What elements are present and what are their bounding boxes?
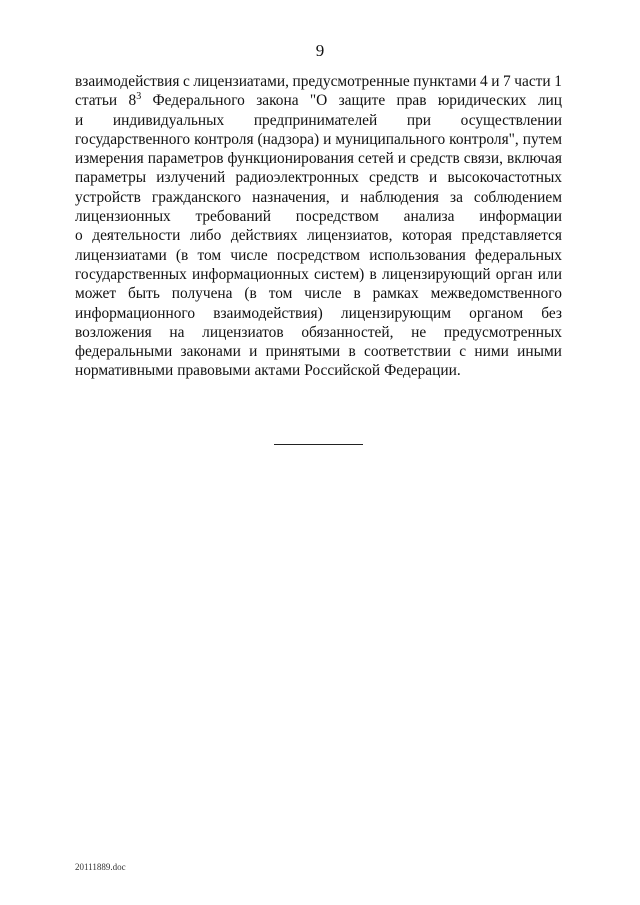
word: анализа xyxy=(403,208,455,226)
word: сетей xyxy=(358,150,394,168)
word: включая xyxy=(506,150,562,168)
word: и xyxy=(340,188,349,206)
word: не xyxy=(411,323,427,341)
word: устройств xyxy=(75,188,141,206)
word: в xyxy=(353,285,361,303)
word: предусмотренные xyxy=(292,73,410,90)
word: взаимодействия xyxy=(75,73,180,90)
word: средств xyxy=(369,169,419,187)
word: параметры xyxy=(75,169,147,187)
end-of-text-rule xyxy=(274,444,363,445)
word: действиях xyxy=(230,227,298,245)
word: муниципального xyxy=(335,130,446,148)
word: соблюдением xyxy=(473,188,562,206)
word: числе xyxy=(304,285,342,303)
word: при xyxy=(406,111,432,129)
word: функционирования xyxy=(227,150,355,168)
word: информационного xyxy=(75,304,196,322)
word: получена xyxy=(171,285,233,303)
article-superscript: 3 xyxy=(136,91,142,103)
text-line xyxy=(75,111,562,130)
word: информации xyxy=(479,208,562,226)
word: излучений xyxy=(156,169,226,187)
word: предпринимателей xyxy=(253,111,378,129)
text-line xyxy=(75,323,562,342)
word: без xyxy=(541,304,562,322)
word: или xyxy=(537,265,562,283)
word: контроля", xyxy=(449,130,519,148)
word: систем) xyxy=(313,265,365,283)
word: на xyxy=(169,323,185,341)
word: орган xyxy=(495,265,533,283)
file-reference: 20111889.doc xyxy=(75,862,126,872)
word: о xyxy=(75,227,83,245)
word: лицензиатами, xyxy=(193,73,289,90)
word: 1 xyxy=(554,73,562,90)
word: за xyxy=(450,188,463,206)
word: 7 xyxy=(503,73,511,90)
text-line xyxy=(75,361,562,380)
word: нормативными xyxy=(75,362,174,380)
word: федеральными xyxy=(75,343,173,361)
word: параметров xyxy=(147,150,224,168)
word: наблюдения xyxy=(359,188,440,206)
word: радиоэлектронных xyxy=(235,169,359,187)
word: измерения xyxy=(75,150,144,168)
word: и xyxy=(75,111,84,129)
word: и xyxy=(491,73,500,90)
text-line xyxy=(75,72,562,91)
word: прав xyxy=(396,92,427,110)
word: в xyxy=(348,343,356,361)
word: с xyxy=(183,73,190,90)
word: органом xyxy=(469,304,524,322)
word: лиц xyxy=(537,92,562,110)
word: которая xyxy=(401,227,452,245)
text-line xyxy=(75,168,562,187)
text-line xyxy=(75,149,562,168)
word: рамках xyxy=(372,285,419,303)
word: и xyxy=(323,130,332,148)
word: юридических xyxy=(437,92,527,110)
word: Федерального xyxy=(152,92,245,110)
word: с xyxy=(459,343,467,361)
word: федеральных xyxy=(475,246,562,264)
word: принятыми xyxy=(265,343,341,361)
word: назначения, xyxy=(252,188,330,206)
word: и xyxy=(429,169,438,187)
word: актами xyxy=(254,362,301,380)
word: "О xyxy=(309,92,328,110)
word: лицензионных xyxy=(75,208,171,226)
word: государственного xyxy=(75,130,191,148)
text-line xyxy=(75,130,562,149)
text-line xyxy=(75,304,562,323)
text-line xyxy=(75,246,562,265)
word: и xyxy=(249,343,258,361)
word: $8^3$ xyxy=(128,91,142,110)
word: требований xyxy=(195,208,272,226)
word: возложения xyxy=(75,323,152,341)
word: посредством xyxy=(295,208,379,226)
text-line xyxy=(75,188,562,207)
word: иными xyxy=(517,343,562,361)
word: (надзора) xyxy=(257,130,320,148)
word: том xyxy=(197,246,222,264)
text-line xyxy=(75,91,562,110)
word: предусмотренных xyxy=(443,323,562,341)
word: посредством xyxy=(276,246,361,264)
text-line xyxy=(75,226,562,245)
word: высокочастотных xyxy=(447,169,562,187)
word: ними xyxy=(474,343,509,361)
word: гражданского xyxy=(151,188,242,206)
word: Федерации. xyxy=(384,362,461,380)
word: в xyxy=(369,265,377,283)
word: соответствии xyxy=(364,343,451,361)
word: числе xyxy=(230,246,268,264)
word: лицензирующим xyxy=(340,304,451,322)
word: том xyxy=(268,285,293,303)
page-number: 9 xyxy=(315,41,325,60)
word: лицензиатов xyxy=(202,323,284,341)
word: государственных xyxy=(75,265,187,283)
document-body-paragraph xyxy=(75,72,562,381)
word: средств xyxy=(409,150,460,168)
word: либо xyxy=(189,227,222,245)
word: лицензирующий xyxy=(382,265,491,283)
text-line xyxy=(75,207,562,226)
word: законами xyxy=(180,343,241,361)
word: правовыми xyxy=(177,362,251,380)
word: части xyxy=(514,73,551,90)
text-line xyxy=(75,284,562,303)
word: Российской xyxy=(304,362,381,380)
word: использования xyxy=(369,246,466,264)
word: быть xyxy=(127,285,160,303)
word: связи, xyxy=(463,150,503,168)
word: и xyxy=(397,150,406,168)
word: защите xyxy=(338,92,386,110)
word: (в xyxy=(244,285,257,303)
word: пунктами xyxy=(413,73,477,90)
word: деятельности xyxy=(92,227,181,245)
word: представляется xyxy=(461,227,562,245)
word: может xyxy=(75,285,117,303)
word: осуществлении xyxy=(460,111,562,129)
word: информационных xyxy=(192,265,309,283)
text-line xyxy=(75,342,562,361)
word: путем xyxy=(522,130,562,148)
text-line xyxy=(75,265,562,284)
word: лицензиатами xyxy=(75,246,167,264)
word: 4 xyxy=(479,73,488,90)
word: обязанностей, xyxy=(301,323,394,341)
word: лицензиатов, xyxy=(307,227,393,245)
word: индивидуальных xyxy=(112,111,225,129)
word: контроля xyxy=(194,130,254,148)
word: статьи xyxy=(75,92,118,110)
word: взаимодействия) xyxy=(213,304,323,322)
word: межведомственного xyxy=(430,285,562,303)
word: (в xyxy=(175,246,189,264)
word: закона xyxy=(256,92,299,110)
